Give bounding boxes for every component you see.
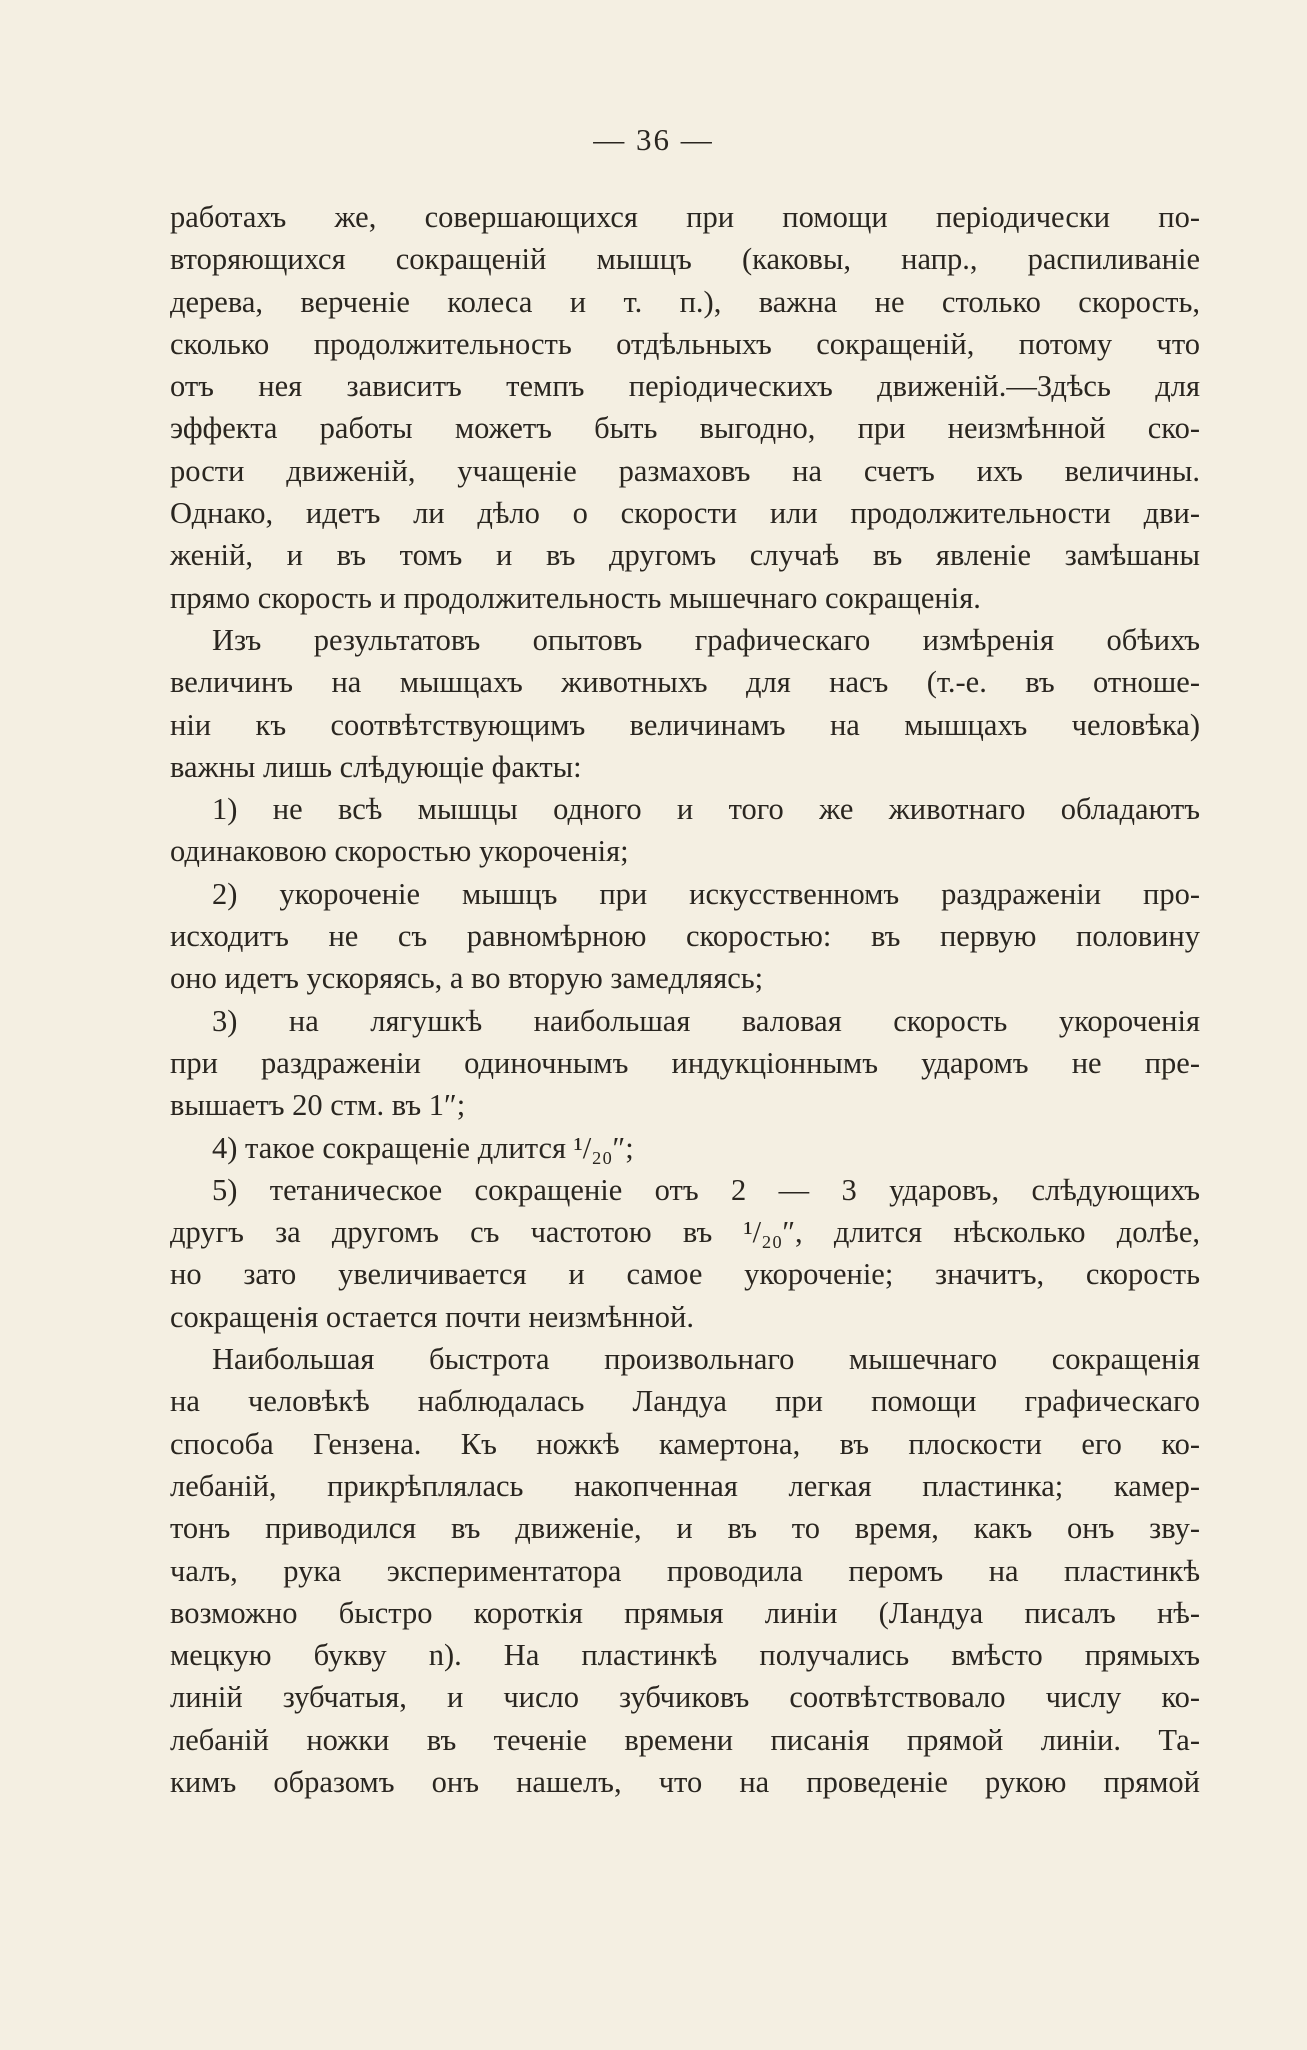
text-line: отъ нея зависитъ темпъ періодическихъ движеній.—Здѣсь для: [170, 369, 1200, 404]
text-line: кимъ образомъ онъ нашелъ, что на проведеніе рукою прямой: [170, 1764, 1200, 1799]
list-item: [170, 788, 1200, 873]
text-line: вторяющихся сокращеній мышцъ (каковы, напр., распиливаніе: [170, 242, 1200, 277]
text-line: исходитъ не съ равномѣрною скоростью: въ первую половину: [170, 919, 1200, 954]
text-line: рости движеній, учащеніе размаховъ на счетъ ихъ величины.: [170, 453, 1200, 488]
text-line: работахъ же, совершающихся при помощи періодически по-: [170, 200, 1200, 234]
text-line: мецкую букву n). На пластинкѣ получались вмѣсто прямыхъ: [170, 1638, 1200, 1673]
paragraph: [170, 196, 1200, 619]
text-line: оно идетъ ускоряясь, а во вторую замедляясь;: [170, 961, 764, 996]
text-line: ніи къ соотвѣтствующимъ величинамъ на мышцахъ человѣка): [170, 707, 1200, 742]
text-line: величинъ на мышцахъ животныхъ для насъ (т.-е. въ отноше-: [170, 665, 1200, 700]
text-line: сокращенія остается почти неизмѣнной.: [170, 1299, 694, 1334]
text-line: сколько продолжительность отдѣльныхъ сокращеній, потому что: [170, 326, 1200, 361]
paragraph: [170, 1338, 1200, 1803]
text-line: другъ за другомъ съ частотою въ ¹/₂₀″, длится нѣсколько долѣе,: [170, 1215, 1200, 1250]
text-line: лебаній ножки въ теченіе времени писанія прямой линіи. Та-: [170, 1722, 1200, 1757]
text-line: способа Гензена. Къ ножкѣ камертона, въ плоскости его ко-: [170, 1426, 1200, 1461]
list-item: [170, 1169, 1200, 1338]
text-line: женій, и въ томъ и въ другомъ случаѣ въ явленіе замѣшаны: [170, 538, 1200, 573]
text-line: 1) не всѣ мышцы одного и того же животнаго обладаютъ: [212, 792, 1200, 827]
text-line: 3) на лягушкѣ наибольшая валовая скорость укороченія: [212, 1003, 1200, 1038]
text-line: прямо скорость и продолжительность мышечнаго сокращенія.: [170, 580, 981, 615]
text-line: возможно быстро короткія прямыя линіи (Ландуа писалъ нѣ-: [170, 1595, 1200, 1630]
text-line: линій зубчатыя, и число зубчиковъ соотвѣтствовало числу ко-: [170, 1680, 1200, 1715]
text-line: но зато увеличивается и самое укороченіе; значитъ, скорость: [170, 1257, 1200, 1292]
text-line: Однако, идетъ ли дѣло о скорости или продолжительности дви-: [170, 496, 1200, 531]
list-item: [170, 1000, 1200, 1127]
list-item: [170, 873, 1200, 1000]
text-line: 5) тетаническое сокращеніе отъ 2 — 3 ударовъ, слѣдующихъ: [212, 1172, 1200, 1207]
paragraph: [170, 619, 1200, 788]
page-number: — 36 —: [593, 122, 714, 157]
text-line: 4) такое сокращеніе длится ¹/₂₀″;: [212, 1130, 634, 1165]
text-line: лебаній, прикрѣплялась накопченная легкая пластинка; камер-: [170, 1468, 1200, 1503]
text-line: на человѣкѣ наблюдалась Ландуа при помощи графическаго: [170, 1384, 1200, 1419]
body-text: [170, 196, 1200, 1803]
text-line: дерева, верченіе колеса и т. п.), важна не столько скорость,: [170, 284, 1200, 319]
text-line: чалъ, рука экспериментатора проводила перомъ на пластинкѣ: [170, 1553, 1200, 1588]
list-item: [170, 1127, 1200, 1169]
text-line: эффекта работы можетъ быть выгодно, при неизмѣнной ско-: [170, 411, 1200, 446]
text-line: при раздраженіи одиночнымъ индукціоннымъ ударомъ не пре-: [170, 1045, 1200, 1080]
text-line: одинаковою скоростью укороченія;: [170, 834, 629, 869]
text-line: Наибольшая быстрота произвольнаго мышечнаго сокращенія: [212, 1342, 1200, 1377]
text-line: тонъ приводился въ движеніе, и въ то время, какъ онъ зву-: [170, 1511, 1200, 1546]
text-line: вышаетъ 20 стм. въ 1″;: [170, 1088, 466, 1123]
text-line: Изъ результатовъ опытовъ графическаго измѣренія обѣихъ: [212, 622, 1200, 657]
text-line: важны лишь слѣдующіе факты:: [170, 749, 582, 784]
text-line: 2) укороченіе мышцъ при искусственномъ раздраженіи про-: [212, 876, 1200, 911]
